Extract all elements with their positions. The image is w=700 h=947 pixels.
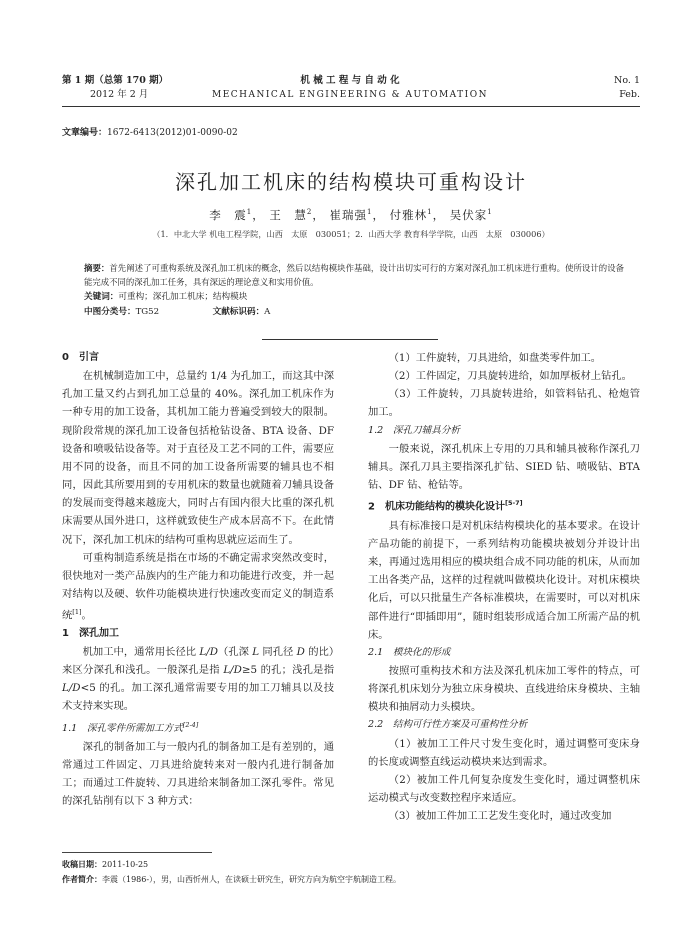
issue-number: 第 1 期（总第 170 期）	[62, 75, 169, 86]
paragraph: 具有标准接口是对机床结构模块化的基本要求。在设计产品功能的前提下，一系列结构功能模块被划分并设计出来，再通过选用相应的模块组合成不同功能的机床，从而加工出各类产品，这样的过程就叫做模块化设计。对机床模块化后，可以只批量生产各标准模块，在需要时，可以对机床部件进行“即插即用”，随时组装形成适合加工所需产品的机床。	[368, 519, 640, 641]
section-title: 2 机床功能结构的模块化设计	[368, 501, 505, 513]
math-var: L/D	[62, 682, 81, 695]
paragraph: 深孔的制备加工与一般内孔的制备加工是有差别的，通常通过工件固定、刀具进给旋转来对一般内孔进行制备加工；而通过工件旋转、刀具进给来制备加工深孔零件。常见的深孔钻削有以下 3 种方式：	[62, 740, 334, 808]
footnote-divider	[62, 852, 212, 853]
author-affiliations: （1．中北大学 机电工程学院，山西 太原 030051；2．山西大学 教育科学学院，山西 太原 030006）	[152, 229, 550, 239]
subsection-heading: 2.2 结构可行性方案及可重构性分析	[368, 719, 528, 731]
keywords-label: 关键词：	[84, 292, 119, 302]
author-affil-mark: 1	[427, 208, 433, 217]
math-var: L	[252, 645, 260, 658]
author-affil-mark: 1	[246, 208, 253, 217]
paper-title: 深孔加工机床的结构模块可重构设计	[175, 170, 527, 194]
list-item: （3）工件旋转，刀具旋转进给，如管料钻孔、枪炮管加工。	[368, 388, 640, 419]
received-value: 2011-10-25	[102, 860, 149, 869]
paragraph-text: <5 的孔。加工深孔通常需要专用的加工刀辅具以及技术支持来实现。	[62, 682, 334, 713]
abstract-text: 首先阐述了可重构系统及深孔加工机床的概念，然后以结构模块作基础，设计出切实可行的方案对深孔加工机床进行重构。使所设计的设备能完成不同的深孔加工任务，具有深远的理论意义和实用价值。	[84, 263, 625, 287]
paragraph: 在机械制造加工中，总量约 1/4 为孔加工，而这其中深孔加工量又约占到孔加工总量的 40%。深孔加工机床作为一种专用的加工设备，其机加工能力普遍受到较大的限制。现阶段常规的深孔加工设备包括枪钻设备、BTA 设备、DF 设备和喷吸钻设备等。对于直径及工艺不同的工件，需要应用不同的设备，而且不同的加工设备所需要的辅具也不相同，因此其所要用到的专用机床的数量也就随着刀辅具设备的发展而变得越来越庞大，同时占有国内很大比重的深孔机床需要从国外进口，这样就致使生产成本居高不下。在此情况下，深孔加工机床的结构可重构思就应运而生了。	[62, 370, 334, 546]
header-divider	[62, 106, 640, 107]
section-heading	[368, 494, 640, 516]
abstract	[84, 261, 624, 289]
author-name: 吴伏家	[449, 208, 488, 222]
math-var: L/D	[199, 645, 218, 658]
article-number-value: 1672-6413(2012)01-0090-02	[107, 128, 238, 138]
section-heading: 1 深孔加工	[62, 627, 119, 639]
paragraph	[62, 643, 334, 716]
issue-month: Feb.	[619, 89, 640, 100]
keywords-text: 可重构；深孔加工机床；结构模块	[118, 292, 248, 302]
journal-name-cn: 机 械 工 程 与 自 动 化	[300, 75, 400, 86]
paragraph: （1）被加工工件尺寸发生变化时，通过调整可变床身的长度或调整直线运动模块来达到需求。	[368, 737, 640, 768]
subsection-heading: 1.2 深孔刀辅具分析	[368, 424, 461, 436]
footnote	[62, 857, 640, 887]
author-name: 崔瑞强	[329, 208, 368, 222]
paragraph	[62, 549, 334, 625]
paragraph-text: 。	[81, 609, 92, 622]
math-var: D	[296, 645, 305, 658]
received-date	[62, 857, 640, 872]
citation-ref: [5-7]	[504, 499, 523, 508]
body-column-left	[62, 349, 334, 811]
author-name: 王 慧	[269, 208, 307, 222]
citation-ref: [2-4]	[182, 720, 199, 729]
paragraph-text: （孔深	[217, 645, 253, 658]
author-bio	[62, 872, 640, 887]
abstract-block	[84, 261, 624, 320]
abstract-label: 摘要：	[84, 263, 110, 273]
article-number-label: 文章编号：	[62, 128, 108, 138]
doc-code-value: A	[264, 307, 271, 317]
math-var: L/D	[223, 664, 242, 677]
author-bio-value: 李震（1986-），男，山西忻州人，在读硕士研究生，研究方向为航空宇航制造工程。	[102, 875, 402, 884]
author-affil-mark: 1	[367, 208, 373, 217]
list-item: （2）工件固定，刀具旋转进给，如加厚板材上钻孔。	[388, 370, 632, 383]
running-header-right	[560, 74, 640, 102]
paragraph: （2）被加工件几何复杂度发生变化时，通过调整机床运动模式与改变数控程序来适应。	[368, 773, 640, 805]
keywords	[84, 290, 624, 305]
paragraph-text: 机加工中，通常用长径比	[82, 645, 200, 658]
paragraph-text: 同孔径	[259, 645, 297, 658]
doc-code-label: 文献标识码：	[212, 307, 265, 317]
abstract-divider	[262, 339, 438, 340]
journal-name-en: MECHANICAL ENGINEERING & AUTOMATION	[211, 90, 488, 100]
running-header-left	[62, 74, 202, 102]
subsection-heading: 2.1 模块化的形成	[368, 646, 451, 658]
paragraph: 按照可重构技术和方法及深孔机床加工零件的特点，可将深孔机床划分为独立床身模块、直线进给床身模块、主轴模块和抽屑动力头模块。	[368, 664, 640, 714]
issue-no: No. 1	[614, 75, 640, 86]
paragraph-text: 可重构制造系统是指在市场的不确定需求突然改变时，很快地对一类产品族内的生产能力和功能进行改变，并一起对结构以及硬、软件功能模块进行快速改变而定义的制造系统	[62, 551, 334, 622]
author-name: 付雅林	[389, 208, 428, 222]
section-heading: 0 引言	[62, 352, 99, 363]
article-number	[62, 125, 238, 138]
paragraph-text: ≥5 的孔；浅孔是指	[241, 664, 334, 677]
subsection-heading	[62, 716, 334, 738]
classification	[84, 305, 624, 320]
issue-date: 2012 年 2 月	[90, 89, 149, 100]
received-label: 收稿日期：	[62, 859, 102, 869]
paragraph: （3）被加工件加工工艺发生变化时，通过改变加	[388, 810, 612, 823]
author-bio-label: 作者简介：	[62, 874, 102, 884]
author-list: 李 震$^1$， 王 慧$^2$， 崔瑞强$^1$， 付雅林$^1$， 吴伏家$^1$	[209, 208, 493, 222]
author-name: 李 震	[209, 208, 247, 222]
classification-value: TG52	[135, 307, 160, 317]
subsection-title: 1.1 深孔零件所需加工方式	[62, 722, 183, 734]
citation-ref: [1]	[72, 608, 82, 617]
running-header-center	[200, 74, 500, 102]
author-affil-mark: 1	[487, 208, 493, 217]
classification-label: 中图分类号：	[84, 307, 136, 317]
paragraph-text: 的比）来区分深孔和浅孔。一般深孔是指	[62, 645, 335, 677]
list-item: （1）工件旋转，刀具进给，如盘类零件加工。	[388, 352, 602, 364]
author-affil-mark: 2	[306, 208, 313, 217]
body-column-right	[368, 349, 640, 825]
paragraph: 一般来说，深孔机床上专用的刀具和辅具被称作深孔刀辅具。深孔刀具主要指深孔扩钻、SIED 钻、喷吸钻、BTA 钻、DF 钻、枪钻等。	[368, 442, 640, 492]
